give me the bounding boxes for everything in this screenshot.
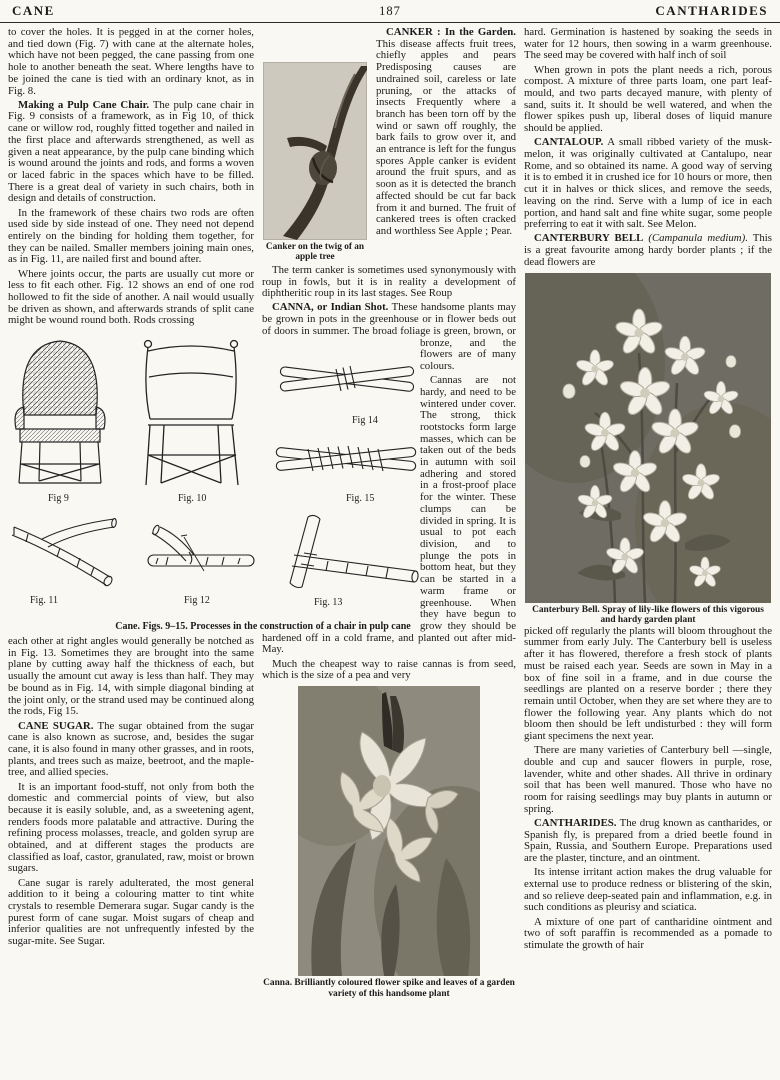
- paragraph-canker-roup: The term canker is sometimes used synonymously with roup in fowls, but it is in reality a development of diphtheritic roup in its last stages. See Roup: [262, 263, 516, 300]
- paragraph-canterbury-varieties: There are many varieties of Canterbury bell —single, double and cup and saucer flowers in purple, rose, lavender, white and other shades. All thrive in ordinary soil that has been well manured. Those who have no room for raising seedlings may buy plants in autumn or spring.: [524, 744, 772, 815]
- paragraph-cantharides-action: Its intense irritant action makes the drug valuable for external use to produce redness or blistering of the skin, and so relieve deep-seated pain and inflammation, e.g. in such conditions as pleurisy and sciatica.: [524, 866, 772, 914]
- paragraph-sugar-adulteration: Cane sugar is rarely adulterated, the most general addition to it being a colouring matter to tint white crystals to resemble Demerara sugar. Sugar candy is the purest form of cane sugar. Moist sugars of cheap and inferior qualities are not unfrequently infested by the sugar-mite. See Sugar.: [8, 876, 254, 948]
- paragraph-canterbury-culture: picked off regularly the plants will bloom throughout the summer from early July. The Canterbury bell is useless after it has flowered, therefore a fresh stock of plants must be raised each year. Seeds are sown in May in a box of fine soil in a frame, and in due course the seedlings are planted on a reserve border ; there they remain until October, when they are set where they are to flower the following year. Any plants which do not bloom then should be left undisturbed : they will form giant specimens the next year.: [524, 624, 772, 743]
- entry-body-cantaloup: A small ribbed variety of the musk-melon, it was originally cultivated at Cantalupo, near Rome, and so obtained its name. A good way of serving it is to embed it in crushed ice for 10 hours or more, then cut it in halves or thick slices, and remove the seeds, leaving on the rind. Serve with a lump of ice in each portion, and hand salt and fine white sugar, some people preferring to eat it with salt. See Melon.: [524, 136, 773, 231]
- paragraph-chair-joints: Where joints occur, the parts are usually cut more or less to fit each other. Fig. 12 shows an end of one rod hollowed to fit the side of another. A nail would usually be driven as shown, and afterwards strands of split cane might be wound round both. Rods crossing: [8, 267, 254, 327]
- entry-heading-canna: CANNA, or Indian Shot.: [272, 301, 389, 314]
- fig-12-label: Fig 12: [184, 595, 210, 607]
- figure-panel-intrusion-spacer: [262, 338, 420, 630]
- canna-photo: [298, 686, 480, 976]
- paragraph-canna-seed: Much the cheapest way to raise cannas is from seed, which is the size of a pea and very: [262, 657, 516, 682]
- entry-body-canterbury-bell: This is a great favourite among hardy border plants ; if the dead flowers are: [524, 232, 772, 268]
- paragraph-sugar-foodstuff: It is an important food-stuff, not only from both the domestic and commercial points of view, but also because it is easily soluble, and, as a sweetening agent, renders foods more palatable and attractive. During the refining process molasses, treacle, and golden syrup are obtained, and at different stages the products are classified as loaf, castor, granulated, raw, moist or brown sugars.: [8, 780, 254, 875]
- cane-figures-caption: Cane. Figs. 9–15. Processes in the construction of a chair in pulp cane: [115, 621, 411, 633]
- paragraph-canna-germination: hard. Germination is hastened by soaking the seeds in water for 12 hours, then sowing in a warm greenhouse. The seed may be covered with half inch of soil: [524, 26, 772, 62]
- paragraph-cantharides-pomade: A mixture of one part of cantharidine ointment and two of soft paraffin is recommended as a pomade to stimulate the growth of hair: [524, 915, 772, 952]
- entry-body-making-pulp-cane-chair: The pulp cane chair in Fig. 9 consists of a framework, as in Fig 10, of thick cane or willow rod, roughly fitted together and nailed in the first place and afterwards strengthened, as well as given a neat appearance, by the pulp cane binding which is wound around the joints and rods, and forms a woven or laced fabric in the spaces which have to be filled. There is a great deal of variety in such chairs, both in design and details of construction.: [8, 98, 254, 205]
- entry-cantaloup: [524, 137, 772, 231]
- entry-canker: [262, 26, 516, 263]
- paragraph-canna-compost: When grown in pots the plant needs a rich, porous compost. A mixture of three parts loam, one part leaf-mould, and two parts decayed manure, with plenty of sand, suits it. It should be well watered, and when the flower spikes push up, liberal doses of liquid manure should be applied.: [524, 63, 772, 135]
- entry-cane-sugar: [8, 721, 254, 780]
- header-left-headword: CANE: [12, 3, 55, 18]
- entry-making-pulp-cane-chair: [8, 100, 254, 205]
- canterbury-bell-photo-caption: Canterbury Bell. Spray of lily-like flowers of this vigorous and hardy garden plant: [532, 604, 764, 626]
- fig-15-label: Fig. 15: [346, 493, 375, 505]
- fig-14-label: Fig 14: [352, 415, 378, 427]
- entry-body-cantharides: The drug known as cantharides, or Spanish fly, is prepared from a dried beetle found in Spain, Russia, and Southern Europe. Preparations used are the plaster, tincture, and an ointment.: [524, 817, 772, 865]
- entry-cantharides: [524, 818, 772, 865]
- entry-heading-canker: CANKER : In the Garden.: [386, 26, 516, 38]
- entry-body-canna-start: These handsome plants may be grown in pots in the greenhouse or in flower beds out of doors in summer. The broad foliage is green, brown,: [262, 301, 516, 337]
- paragraph-notched-rods: each other at right angles would generally be notched as in Fig. 13. Sometimes they are brought into the same plane by cutting away half the thickness of each, but usually the amount cut away is less than half. They may be bound as in Fig. 14, with simple diagonal binding at the joint only, or the strand used may be continued along the rods, Fig 15.: [8, 635, 254, 718]
- paragraph-chair-framework: In the framework of these chairs two rods are often used side by side instead of one. They need not depend entirely on the binding for holding them together, for they can be nailed. Smaller members joining main ones, as in Fig. 11, are nailed first and bound after.: [8, 206, 254, 266]
- fig-10-label: Fig. 10: [178, 493, 207, 505]
- entry-heading-cantharides: CANTHARIDES.: [534, 817, 617, 829]
- entry-body-cane-sugar: The sugar obtained from the sugar cane is also known as sucrose, and, besides the sugar cane, it is also found in many other grasses, and in roots, plants, and trees such as maize, beetroot, and the maple-tree, and allied species.: [8, 719, 254, 779]
- canker-photo-caption: Canker on the twig of an apple tree: [265, 242, 365, 263]
- running-head: [12, 3, 768, 19]
- entry-body-canna-rest: or bronze, and the flowers are of many colours.: [420, 324, 516, 372]
- canna-photo-caption: Canna. Brilliantly coloured flower spike and leaves of a garden variety of this handsome plant: [263, 977, 515, 999]
- header-page-number: 187: [379, 4, 401, 18]
- column-3: [524, 27, 772, 954]
- entry-canna: [262, 302, 516, 372]
- canna-photo-figure: [262, 686, 516, 999]
- canker-photo-figure: [262, 62, 368, 263]
- entry-heading-cane-sugar: CANE SUGAR.: [18, 719, 94, 732]
- column-2: [262, 27, 516, 999]
- canterbury-bell-latin-name: (Campanula medium).: [648, 232, 748, 245]
- entry-heading-cantaloup: CANTALOUP.: [534, 136, 604, 149]
- header-right-headword: CANTHARIDES: [655, 3, 768, 18]
- paragraph-canna-wintering: Cannas are not hardy, and need to be wintered under cover. The strong, thick rootstocks form large masses, which can be taken out of the beds in autumn with soil adhering and stored in a frost-proof place for the winter. These clumps can be divided in spring. It is usual to pot each division, and to plunge the pots in bottom heat, but they can be started in a warm frame or greenhouse. When they have begun to grow they should be hardened off in a cold frame, and planted out after mid-May.: [262, 374, 516, 656]
- entry-heading-canterbury-bell: CANTERBURY BELL: [534, 232, 644, 245]
- header-rule: [0, 22, 780, 23]
- entry-canterbury-bell: [524, 233, 772, 268]
- canker-photo: [263, 62, 367, 240]
- canterbury-bell-photo: [525, 273, 771, 603]
- canterbury-bell-photo-figure: [524, 273, 772, 626]
- fig-9-label: Fig 9: [48, 493, 69, 505]
- fig-13-label: Fig. 13: [314, 597, 343, 609]
- paragraph-cane-continuation: to cover the holes. It is pegged in at the corner holes, and tied down (Fig. 7) with cane at the alternate holes, which have not been pegged, the cane passing from one hole to another beneath the seat. Where lengths have to be joined the cane is tied with an ordinary knot, as in Fig. 8.: [8, 26, 254, 97]
- fig-11-label: Fig. 11: [30, 595, 58, 607]
- entry-heading-making-pulp-cane-chair: Making a Pulp Cane Chair.: [18, 98, 150, 111]
- entry-body-canker: This disease affects fruit trees, chiefly apples and pears Predisposing causes are undrained soil, careless or late pruning, or the attacks of insects Frequently where a branch has been torn off by the wind or sawn off roughly, the bark fails to grow over it, and an entrance is left for the fungus spores Apple canker is evident around the fruit spurs, and as soon as it is detected the branch affected should be cut far back from it and burned. The fruit of cankered trees is often cracked and worthless See Apple ; Pear.: [376, 37, 516, 237]
